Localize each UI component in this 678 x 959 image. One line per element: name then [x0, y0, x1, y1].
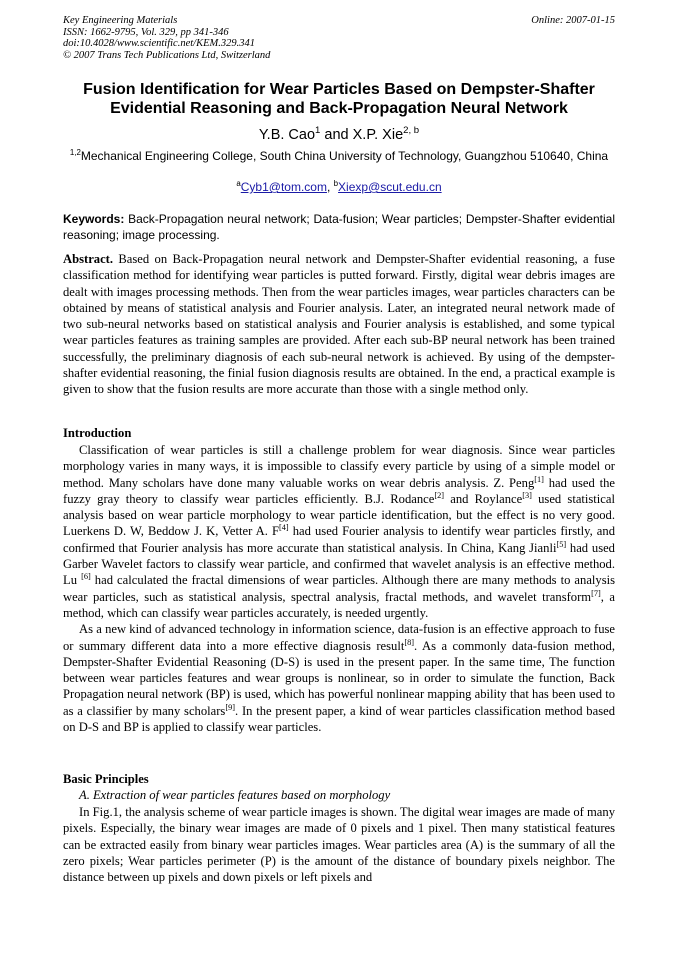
paper-title — [63, 80, 615, 118]
title-line-2: Evidential Reasoning and Back-Propagation Neural Network — [110, 100, 568, 117]
text-run: had used the fuzzy gray theory to classify wear particles efficiently. B.J. Rodance — [63, 475, 615, 506]
author-and: and — [320, 127, 353, 143]
text-run: , a method, which can classify wear particles accurately, is needed urgently. — [63, 589, 615, 620]
author-2: X.P. Xie — [352, 127, 404, 143]
author-1-sup: 1 — [315, 125, 321, 137]
abstract-label: Abstract. — [63, 252, 114, 266]
email-a-sup: a — [236, 179, 241, 188]
citation-1: [1] — [534, 474, 544, 484]
intro-paragraph-1 — [63, 442, 615, 621]
author-1: Y.B. Cao — [258, 127, 316, 143]
author-line — [63, 126, 615, 144]
email-link-b[interactable]: Xiexp@scut.edu.cn — [338, 180, 442, 194]
basic-principles-body — [63, 804, 615, 885]
citation-3: [3] — [522, 490, 532, 500]
text-run: had calculated the fractal dimensions of wear particles. Although there are many methods to analysis wear particles, such as statistical analysis, spectral analysis, fractal methods, and wavelet transform — [63, 573, 616, 604]
citation-4: [4] — [278, 523, 289, 533]
intro-paragraph-2 — [63, 621, 615, 735]
abstract — [63, 251, 615, 398]
citation-9: [9] — [225, 702, 236, 712]
citation-6: [6] — [81, 572, 91, 582]
text-run: had used Fourier analysis to identify wear particles firstly, and confirmed that Fourier analysis has more accurate than statistical analysis. In China, Kang Jianli — [63, 524, 615, 555]
text-run: As a new kind of advanced technology in information science, data-fusion is an effective approach to fuse or summary different data into a more effective diagnosis result — [63, 622, 615, 653]
author-emails — [63, 179, 615, 195]
text-run: used statistical analysis based on wear particle morphology to wear particle identification, but the effect is no very good. Luerkens D. W, Beddow J. K, Vetter A. F — [63, 491, 615, 539]
text-run: . As a commonly data-fusion method, Dempster-Shafter Evidential Reasoning (D-S) is used in the present paper. In the same time, The function between wear particles features and wear groups is nonlinear, so in order to simulate the function, Back Propagation neural network (BP) is used, which has powerful nonlinear mapping ability that has been used to as a classifier by many scholars — [63, 638, 615, 718]
copyright-line: © 2007 Trans Tech Publications Ltd, Switzerland — [63, 49, 271, 61]
basic-principles-heading: Basic Principles — [63, 772, 149, 786]
citation-5: [5] — [556, 539, 567, 549]
affiliation-text: Mechanical Engineering College, South China University of Technology, Guangzhou 510640, China — [80, 149, 609, 163]
introduction-heading: Introduction — [63, 426, 132, 440]
title-line-1: Fusion Identification for Wear Particles Based on Dempster-Shafter — [83, 81, 595, 98]
abstract-text: Based on Back-Propagation neural network and Dempster-Shafter evidential reasoning, a fuse classification method for identifying wear particles is putted forward. Firstly, digital wear debris images are dealt with images processing methods. Then from the wear particles images, wear particles characters can be obtained by means of statistical analysis and Fourier analysis. Later, an integrated neural network made of two sub-neural networks based on statistical analysis and Fourier analysis is established, and some typical wear particles features as training samples are provided. After each sub-BP neural network has been trained successfully, the preliminary diagnosis of each sub-neural network is achieved. By using of the dempster-shafter evidential reasoning, the finial fusion diagnosis results are obtained. In the end, a practical example is given to show that the fusion results are more accurate than those with a single method only. — [63, 252, 615, 397]
email-link-a[interactable]: Cyb1@tom.com — [240, 180, 327, 194]
citation-8: [8] — [404, 637, 415, 647]
journal-name: Key Engineering Materials — [63, 15, 178, 26]
text-run: and Roylance — [444, 491, 523, 506]
online-date: Online: 2007-01-15 — [531, 15, 615, 26]
keywords — [63, 212, 615, 243]
doi-line: doi:10.4028/www.scientific.net/KEM.329.341 — [63, 38, 255, 50]
journal-header — [63, 15, 270, 61]
keywords-label: Keywords: — [63, 212, 125, 226]
text-run: had used Garber Wavelet factors to classify wear particle, and confirmed that wavelet analysis is an effective method. Lu — [63, 540, 615, 588]
email-b-sup: b — [333, 179, 339, 188]
text-run: . In the present paper, a kind of wear particles classification method based on D-S and BP is applied to classify wear particles. — [63, 703, 615, 735]
email-separator: , — [326, 180, 334, 194]
text-run: Classification of wear particles is still a challenge problem for wear diagnosis. Since wear particles morphology varies in many ways, it is impossible to classify every particle by using of a simple model or method. Many scholars have done many valuable works on wear debris analysis. Z. Peng — [63, 443, 615, 490]
affiliation — [63, 148, 615, 164]
keywords-text: Back-Propagation neural network; Data-fusion; Wear particles; Dempster-Shafter evidential reasoning; image processing. — [63, 212, 615, 242]
citation-7: [7] — [591, 588, 601, 598]
introduction-body — [63, 442, 615, 735]
issn-line: ISSN: 1662-9795, Vol. 329, pp 341-346 — [63, 26, 229, 38]
author-2-sup: 2, b — [403, 125, 420, 137]
section-a-subheading: A. Extraction of wear particles features based on morphology — [79, 788, 391, 802]
basic-paragraph-1: In Fig.1, the analysis scheme of wear particle images is shown. The digital wear images are made of many pixels. Especially, the binary wear images are made of 0 pixels and 1 pixel. Then many statistical features can be extracted easily from binary wear particles images. Wear particles area (A) is the summary of all the zero pixels; Wear particles perimeter (P) is the amount of the distance of boundary pixels neighbor. The distance between up pixels and down pixels or left pixels and — [63, 805, 615, 885]
affiliation-sup: 1,2 — [69, 148, 81, 157]
citation-2: [2] — [434, 490, 445, 500]
